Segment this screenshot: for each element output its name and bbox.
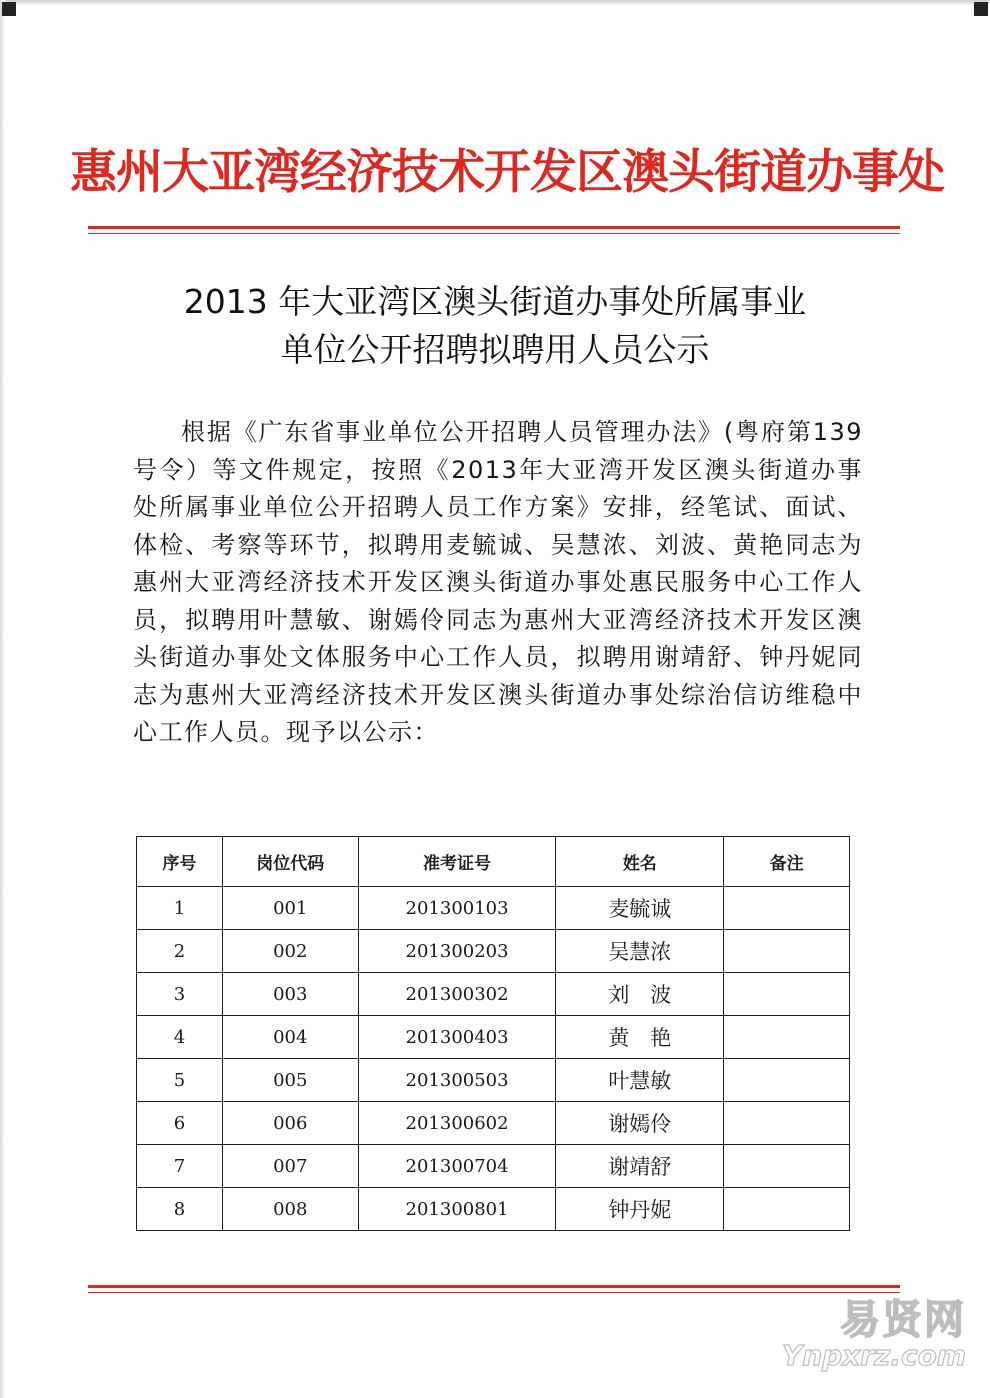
cell-remark xyxy=(724,1188,850,1231)
cell-name: 吴慧浓 xyxy=(556,930,724,973)
cell-exam-no: 201300302 xyxy=(358,973,556,1016)
table-row xyxy=(137,1102,850,1145)
cell-post-code: 002 xyxy=(222,930,358,973)
header-post-code: 岗位代码 xyxy=(222,837,358,887)
table-row xyxy=(137,930,850,973)
cell-remark xyxy=(724,1102,850,1145)
table-row xyxy=(137,887,850,930)
letterhead-org-name: 惠州大亚湾经济技术开发区澳头街道办事处 xyxy=(70,145,944,200)
footer-red-rule-thick xyxy=(88,1285,900,1288)
cell-exam-no: 201300503 xyxy=(358,1059,556,1102)
table-header-row xyxy=(137,837,850,887)
table-row xyxy=(137,1016,850,1059)
document-title xyxy=(100,278,890,374)
cell-remark xyxy=(724,1059,850,1102)
cell-seq: 1 xyxy=(137,887,223,930)
cell-post-code: 003 xyxy=(222,973,358,1016)
cell-remark xyxy=(724,1145,850,1188)
cell-remark xyxy=(724,887,850,930)
document-title-line2: 单位公开招聘拟聘用人员公示 xyxy=(280,330,710,369)
cell-exam-no: 201300203 xyxy=(358,930,556,973)
hiring-roster-table xyxy=(136,836,850,1231)
cell-post-code: 007 xyxy=(222,1145,358,1188)
letterhead-red-rule-thin xyxy=(88,233,900,234)
table-row xyxy=(137,1188,850,1231)
cell-post-code: 004 xyxy=(222,1016,358,1059)
cell-post-code: 006 xyxy=(222,1102,358,1145)
header-seq: 序号 xyxy=(137,837,223,887)
cell-name: 黄 艳 xyxy=(556,1016,724,1059)
header-name: 姓名 xyxy=(556,837,724,887)
cell-name: 刘 波 xyxy=(556,973,724,1016)
header-exam-no: 准考证号 xyxy=(358,837,556,887)
scan-edge-top xyxy=(0,0,990,6)
cell-seq: 2 xyxy=(137,930,223,973)
cell-seq: 3 xyxy=(137,973,223,1016)
cell-exam-no: 201300602 xyxy=(358,1102,556,1145)
cell-exam-no: 201300801 xyxy=(358,1188,556,1231)
cell-post-code: 001 xyxy=(222,887,358,930)
table-row xyxy=(137,973,850,1016)
cell-remark xyxy=(724,1016,850,1059)
scan-corner-mark-left xyxy=(2,2,16,16)
cell-seq: 7 xyxy=(137,1145,223,1188)
cell-exam-no: 201300704 xyxy=(358,1145,556,1188)
cell-name: 谢靖舒 xyxy=(556,1145,724,1188)
letterhead-red-rule-thick xyxy=(88,226,900,229)
cell-remark xyxy=(724,973,850,1016)
body-paragraph: 根据《广东省事业单位公开招聘人员管理办法》(粤府第139号令）等文件规定，按照《2013年大亚湾开发区澳头街道办事处所属事业单位公开招聘人员工作方案》安排，经笔试、面试、体检、考察等环节，拟聘用麦毓诚、吴慧浓、刘波、黄艳同志为惠州大亚湾经济技术开发区澳头街道办事处惠民服务中心工作人员，拟聘用叶慧敏、谢嫣伶同志为惠州大亚湾经济技术开发区澳头街道办事处文体服务中心工作人员，拟聘用谢靖舒、钟丹妮同志为惠州大亚湾经济技术开发区澳头街道办事处综治信访维稳中心工作人员。现予以公示： xyxy=(133,418,863,746)
document-title-line1: 2013 年大亚湾区澳头街道办事处所属事业 xyxy=(183,282,807,321)
header-remark: 备注 xyxy=(724,837,850,887)
watermark-en-text: Ynpxrz.com xyxy=(781,1339,966,1372)
cell-name: 谢嫣伶 xyxy=(556,1102,724,1145)
site-watermark xyxy=(781,1297,966,1372)
table-row xyxy=(137,1059,850,1102)
scan-corner-mark-right xyxy=(974,2,988,16)
footer-red-rule-thin xyxy=(88,1292,900,1293)
cell-name: 钟丹妮 xyxy=(556,1188,724,1231)
scan-edge-left xyxy=(0,0,5,1398)
cell-name: 叶慧敏 xyxy=(556,1059,724,1102)
cell-exam-no: 201300403 xyxy=(358,1016,556,1059)
cell-post-code: 008 xyxy=(222,1188,358,1231)
cell-remark xyxy=(724,930,850,973)
cell-post-code: 005 xyxy=(222,1059,358,1102)
cell-seq: 6 xyxy=(137,1102,223,1145)
cell-name: 麦毓诚 xyxy=(556,887,724,930)
watermark-cn-text: 易贤网 xyxy=(840,1297,966,1343)
cell-seq: 4 xyxy=(137,1016,223,1059)
table-row xyxy=(137,1145,850,1188)
cell-seq: 8 xyxy=(137,1188,223,1231)
cell-exam-no: 201300103 xyxy=(358,887,556,930)
cell-seq: 5 xyxy=(137,1059,223,1102)
